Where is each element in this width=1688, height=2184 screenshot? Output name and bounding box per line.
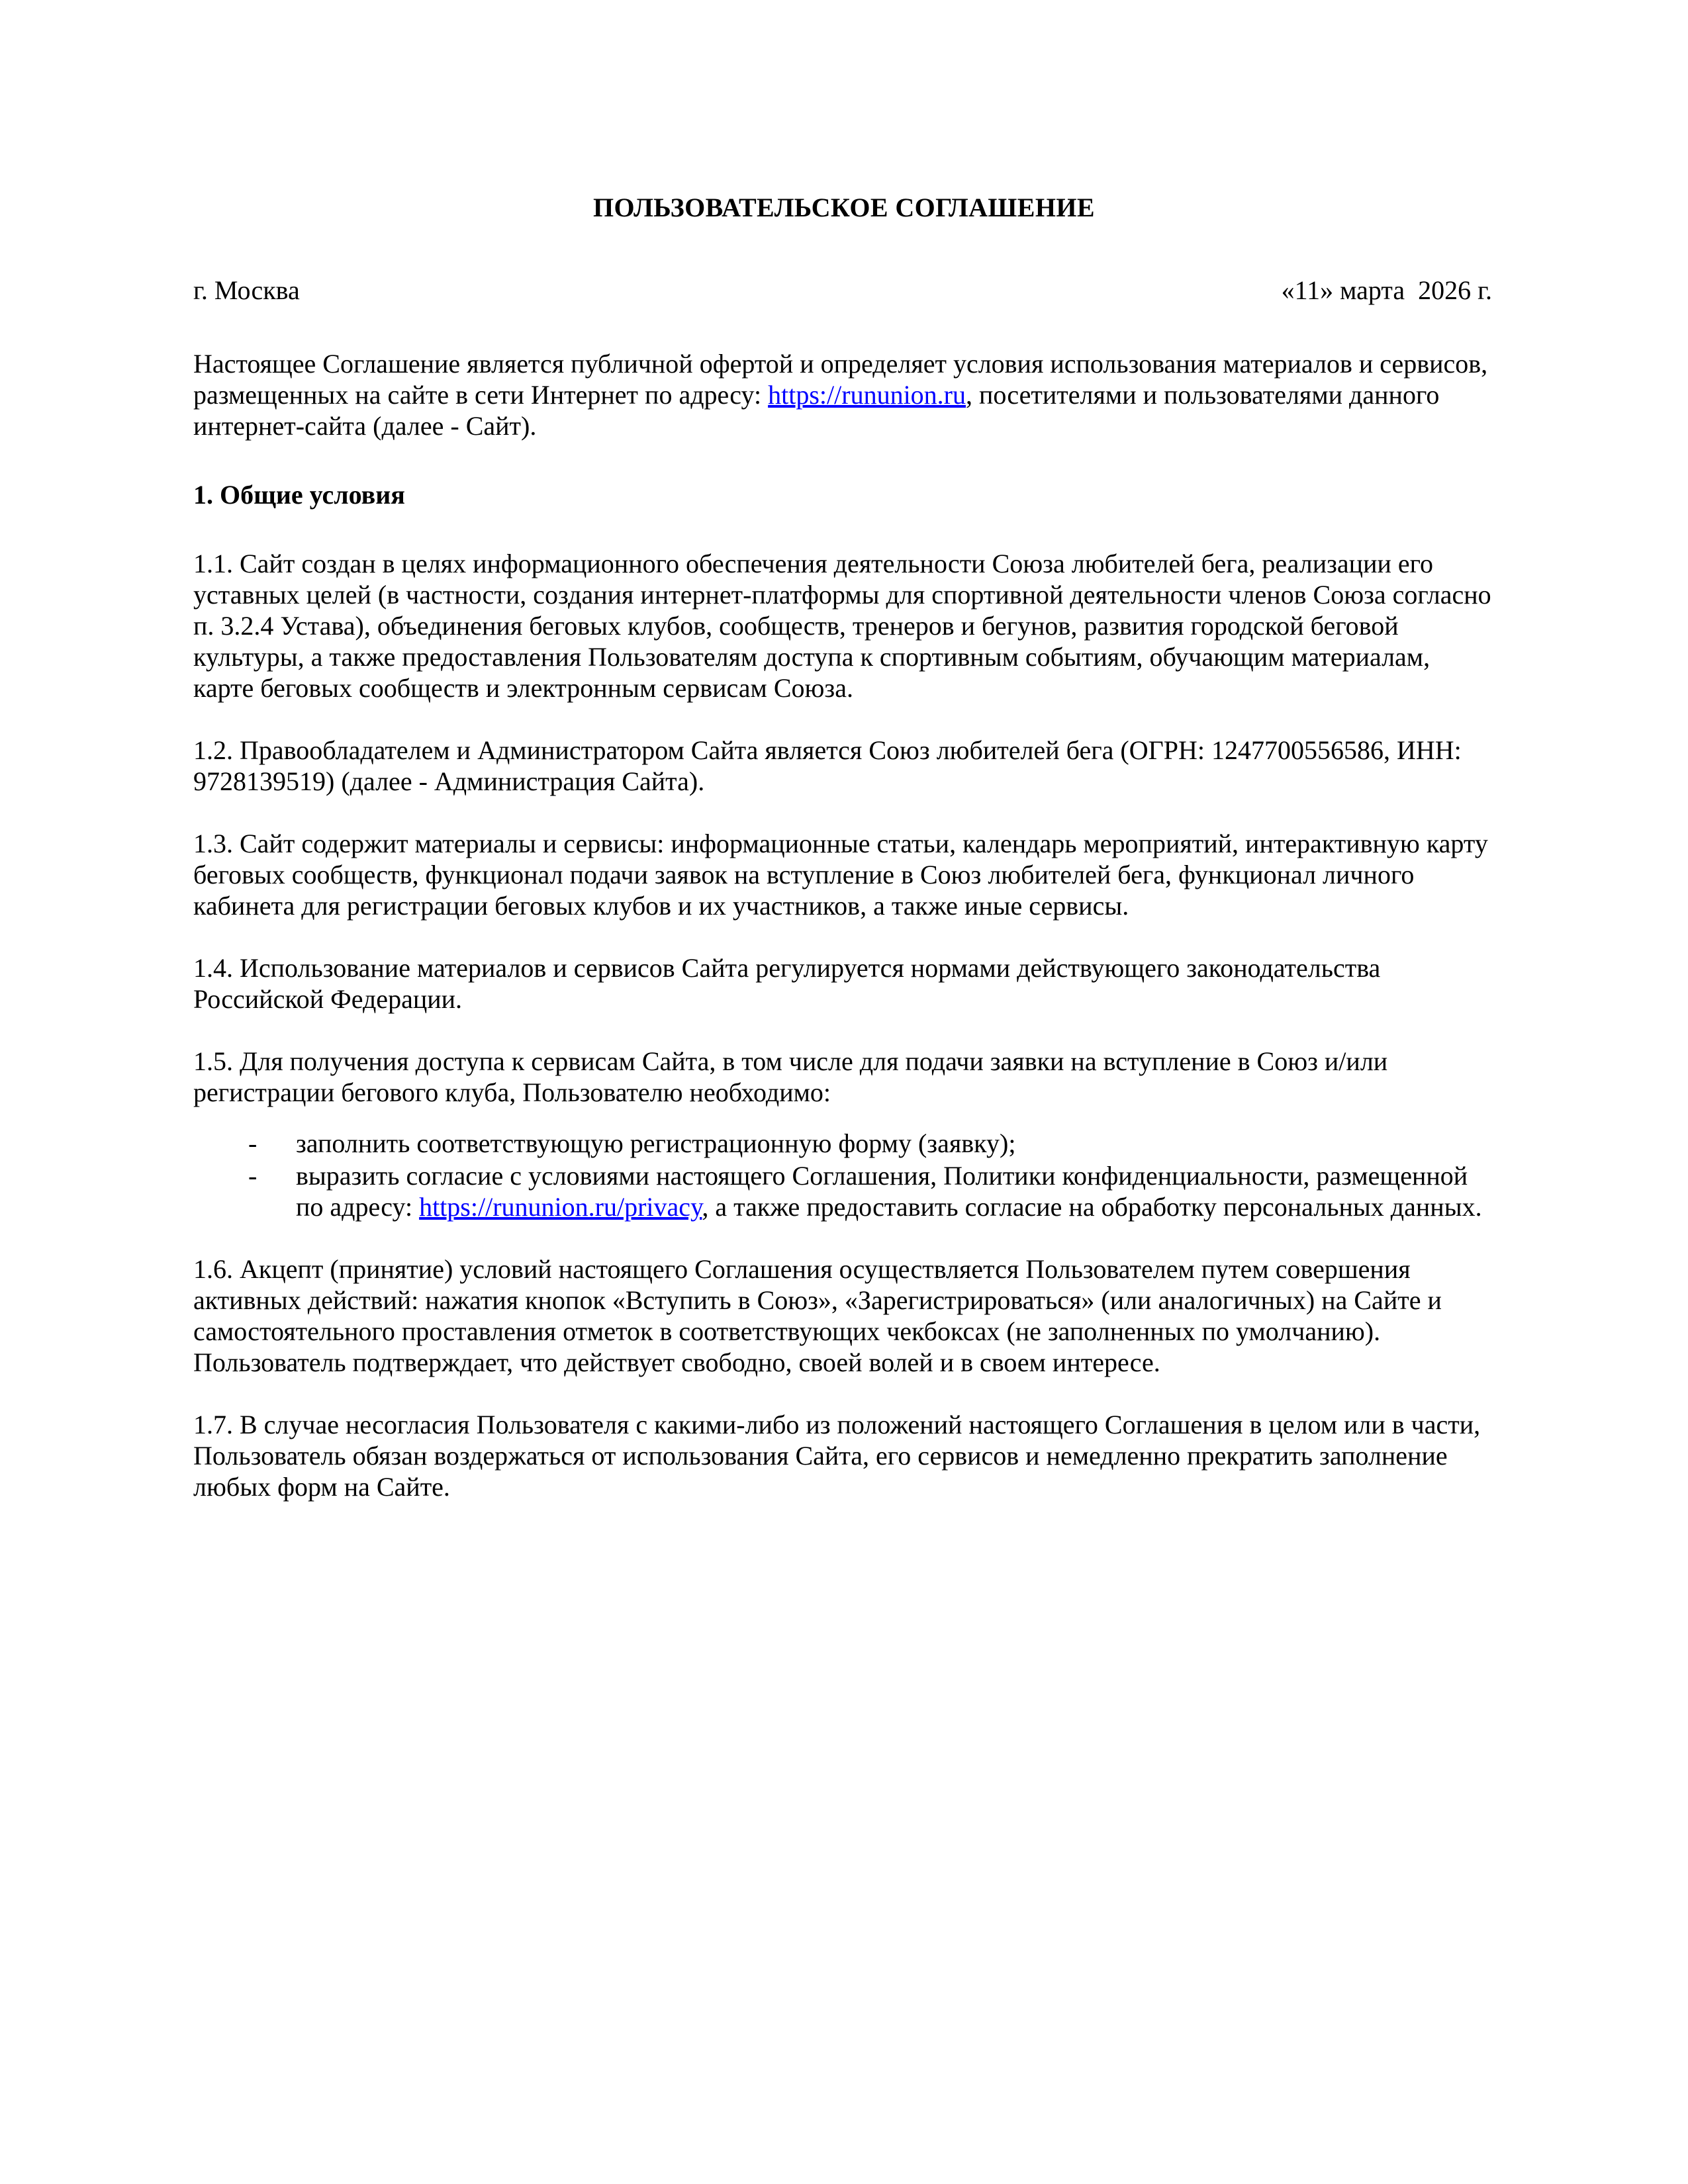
spacer [193, 704, 1495, 735]
spacer [193, 921, 1495, 952]
list-item [193, 1160, 1495, 1222]
list-item-text-after-link: , а также предоставить согласие на обработку персональных данных. [702, 1192, 1482, 1222]
dash-marker-icon: - [248, 1161, 258, 1191]
clause-1-4: 1.4. Использование материалов и сервисов Сайта регулируется нормами действующего законодательства Российской Федерации. [193, 953, 1381, 1015]
section-heading-general-terms: 1. Общие условия [193, 480, 405, 510]
spacer [193, 1378, 1495, 1409]
clause-1-3: 1.3. Сайт содержит материалы и сервисы: информационные статьи, календарь мероприятий, интерактивную карту беговых сообществ, функционал подачи заявок на вступление в Союз любителей бега, функционал личного кабинета для регистрации беговых клубов и их участников, а также иные сервисы. [193, 829, 1488, 921]
intro-text-after-link: , посетителями и пользователями данного интернет-сайта (далее - Сайт). [193, 380, 1440, 441]
list-item-text: заполнить соответствующую регистрационную форму (заявку); [296, 1128, 1016, 1159]
clause-1-5: 1.5. Для получения доступа к сервисам Сайта, в том числе для подачи заявки на вступление в Союз и/или регистрации бегового клуба, Пользователю необходимо: [193, 1046, 1388, 1108]
list-item-text-before-link: выразить согласие с условиями настоящего Соглашения, Политики конфиденциальности, размещенной по адресу: [296, 1161, 1468, 1222]
date-of-issue: «11» марта 2026 г. [1281, 275, 1492, 306]
place-of-issue: г. Москва [193, 275, 300, 306]
intro-paragraph [193, 348, 1495, 441]
privacy-policy-link[interactable]: https://rununion.ru/privacy [419, 1192, 702, 1222]
page-title: ПОЛЬЗОВАТЕЛЬСКОЕ СОГЛАШЕНИЕ [593, 193, 1095, 222]
clause-1-1: 1.1. Сайт создан в целях информационного обеспечения деятельности Союза любителей бега, реализации его уставных целей (в частности, создания интернет-платформы для спортивной деятельности членов Союза согласно п. 3.2.4 Устава), объединения беговых клубов, сообществ, тренеров и бегунов, развития городской беговой культуры, а также предоставления Пользователям доступа к спортивным событиям, обучающим материалам, карте беговых сообществ и электронным сервисам Союза. [193, 549, 1491, 704]
spacer [193, 1222, 1495, 1253]
requirements-list [193, 1128, 1495, 1222]
spacer [193, 797, 1495, 828]
dash-marker-icon: - [248, 1128, 258, 1159]
clause-1-6: 1.6. Акцепт (принятие) условий настоящего Соглашения осуществляется Пользователем путем совершения активных действий: нажатия кнопок «Вступить в Союз», «Зарегистрироваться» (или аналогичных) на Сайте и самостоятельного проставления отметок в соответствующих чекбоксах (не заполненных по умолчанию). Пользователь подтверждает, что действует свободно, своей волей и в своем интересе. [193, 1254, 1442, 1378]
spacer [193, 510, 1495, 548]
document-header-line [193, 275, 1495, 306]
spacer [193, 1015, 1495, 1046]
clause-1-2: 1.2. Правообладателем и Администратором Сайта является Союз любителей бега (ОГРН: 1247700556586, ИНН: 9728139519) (далее - Администрация Сайта). [193, 735, 1462, 797]
spacer [193, 1108, 1495, 1128]
spacer [193, 306, 1495, 348]
list-item [193, 1128, 1495, 1159]
spacer [193, 441, 1495, 479]
intro-text-before-link: Настоящее Соглашение является публичной офертой и определяет условия использования материалов и сервисов, размещенных на сайте в сети Интернет по адресу: [193, 349, 1488, 410]
site-url-link[interactable]: https://rununion.ru [768, 380, 966, 410]
clause-1-7: 1.7. В случае несогласия Пользователя с какими-либо из положений настоящего Соглашения в целом или в части, Пользователь обязан воздержаться от использования Сайта, его сервисов и немедленно прекратить заполнение любых форм на Сайте. [193, 1410, 1481, 1502]
